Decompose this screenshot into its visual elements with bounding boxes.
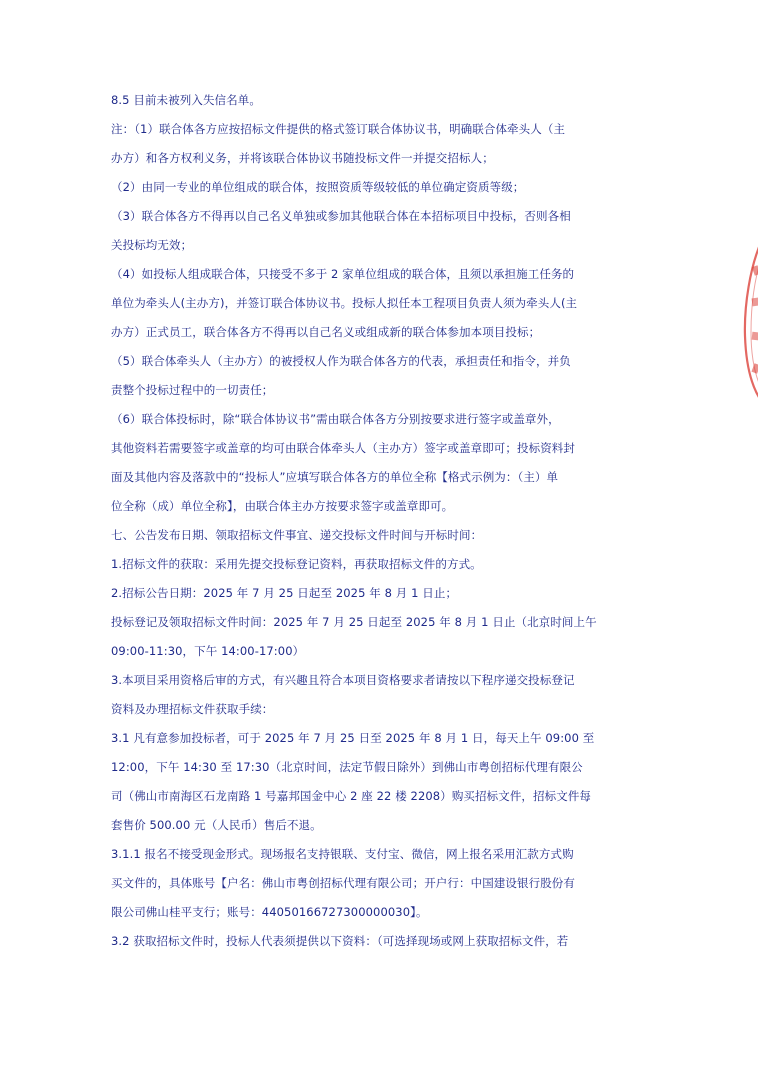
text-line: （3）联合体各方不得再以自己名义单独或参加其他联合体在本招标项目中投标，否则各相 — [111, 209, 571, 223]
text-line: 办方）和各方权利义务，并将该联合体协议书随投标文件一并提交招标人； — [111, 151, 494, 165]
text-line: 资料及办理招标文件获取手续： — [111, 702, 274, 716]
text-line: 买文件的，具体账号【户名：佛山市粤创招标代理有限公司；开户行：中国建设银行股份有 — [111, 876, 575, 890]
text-line: （2）由同一专业的单位组成的联合体，按照资质等级较低的单位确定资质等级； — [111, 180, 525, 194]
text-line: 办方）正式员工，联合体各方不得再以自己名义或组成新的联合体参加本项目投标； — [111, 325, 541, 339]
text-line: 责整个投标过程中的一切责任； — [111, 383, 274, 397]
text-line: 注：（1）联合体各方应按招标文件提供的格式签订联合体协议书，明确联合体牵头人（主 — [111, 122, 566, 136]
text-line: 2.招标公告日期：2025 年 7 月 25 日起至 2025 年 8 月 1 日止； — [111, 586, 458, 600]
text-line: 限公司佛山桂平支行；账号：44050166727300000030】。 — [111, 905, 428, 919]
text-line: 12:00，下午 14:30 至 17:30（北京时间，法定节假日除外）到佛山市粤创招标代理有限公 — [111, 760, 583, 774]
text-line: 单位为牵头人(主办方)，并签订联合体协议书。投标人拟任本工程项目负责人须为牵头人(主 — [111, 296, 578, 310]
text-line: 投标登记及领取招标文件时间：2025 年 7 月 25 日起至 2025 年 8 月 1 日止（北京时间上午 — [111, 615, 597, 629]
text-line: 位全称（成）单位全称】，由联合体主办方按要求签字或盖章即可。 — [111, 499, 454, 513]
text-line: 1.招标文件的获取：采用先提交投标登记资料，再获取招标文件的方式。 — [111, 557, 482, 571]
text-line: 套售价 500.00 元（人民币）售后不退。 — [111, 818, 322, 832]
text-line: （4）如投标人组成联合体，只接受不多于 2 家单位组成的联合体，且须以承担施工任务的 — [111, 267, 575, 281]
text-line: 其他资料若需要签字或盖章的均可由联合体牵头人（主办方）签字或盖章即可；投标资料封 — [111, 441, 575, 455]
text-line: 司（佛山市南海区石龙南路 1 号嘉邦国金中心 2 座 22 楼 2208）购买招标文件，招标文件每 — [111, 789, 592, 803]
text-line: （5）联合体牵头人（主办方）的被授权人作为联合体各方的代表，承担责任和指令，并负 — [111, 354, 571, 368]
text-line: （6）联合体投标时，除“联合体协议书”需由联合体各方分别按要求进行签字或盖章外， — [111, 412, 560, 426]
text-line: 关投标均无效； — [111, 238, 193, 252]
text-line: 3.2 获取招标文件时，投标人代表须提供以下资料：（可选择现场或网上获取招标文件，若 — [111, 934, 569, 948]
document-body — [111, 92, 643, 962]
text-line: 面及其他内容及落款中的“投标人”应填写联合体各方的单位全称【格式示例为：（主）单 — [111, 470, 559, 484]
text-line: 3.1.1 报名不接受现金形式。现场报名支持银联、支付宝、微信，网上报名采用汇款方式购 — [111, 847, 574, 861]
text-line: 3.本项目采用资格后审的方式，有兴趣且符合本项目资格要求者请按以下程序递交投标登记 — [111, 673, 575, 687]
text-line: 09:00-11:30，下午 14:00-17:00） — [111, 644, 305, 658]
section-heading: 七、公告发布日期、领取招标文件事宜、递交投标文件时间与开标时间： — [111, 528, 483, 542]
seal-stamp-fragment — [740, 236, 758, 406]
text-line: 8.5 目前未被列入失信名单。 — [111, 93, 261, 107]
text-line: 3.1 凡有意参加投标者，可于 2025 年 7 月 25 日至 2025 年 8 月 1 日，每天上午 09:00 至 — [111, 731, 595, 745]
